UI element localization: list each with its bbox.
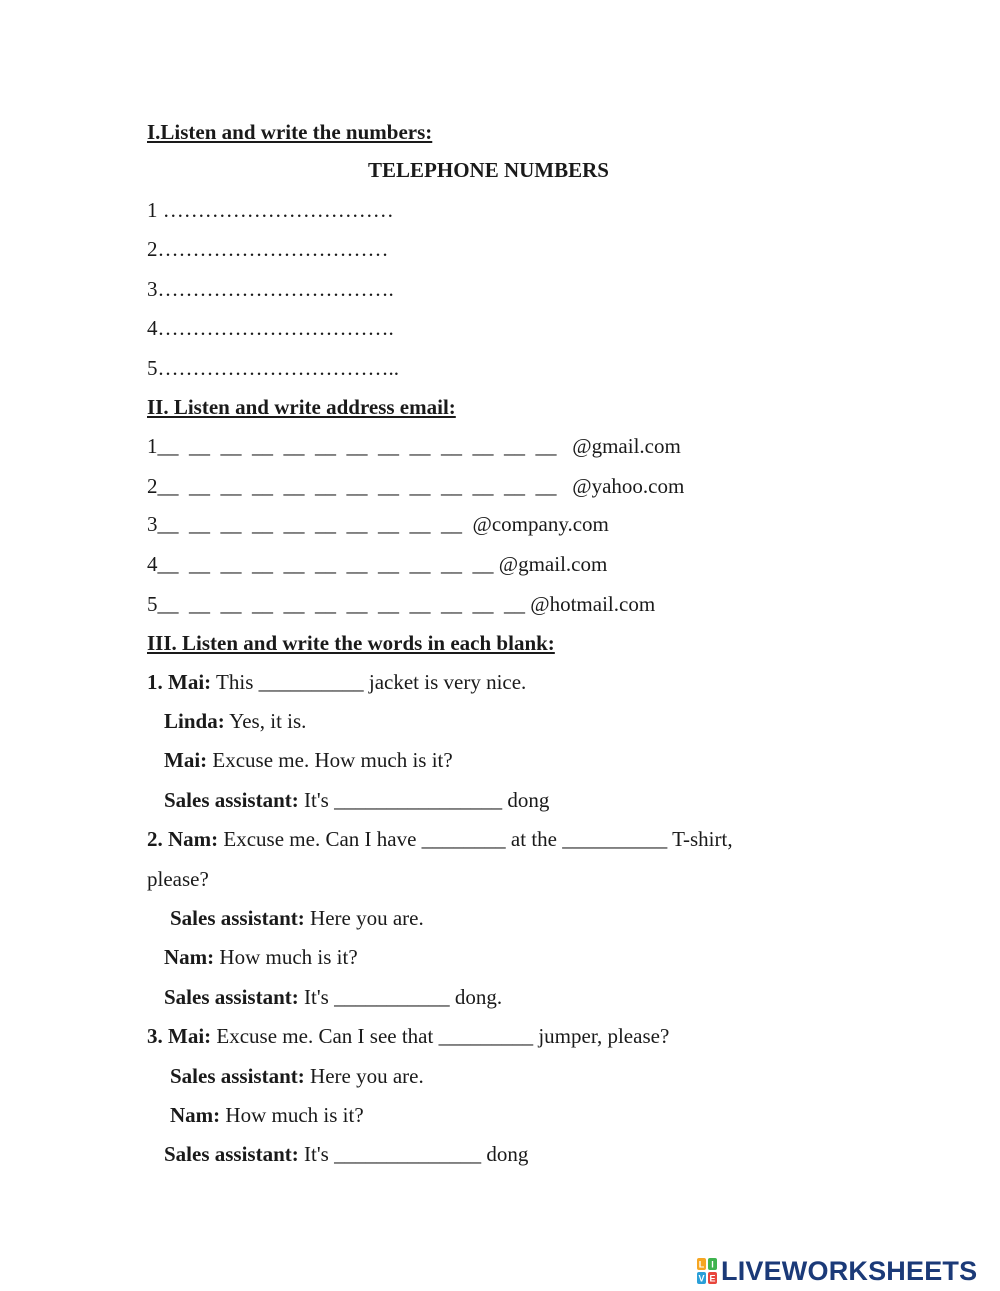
phone-item-2: 2…………………………… — [147, 237, 389, 261]
dialogue-3-line-1 — [147, 1024, 669, 1048]
utterance: Here you are. — [304, 906, 424, 930]
liveworksheets-logo-icon — [696, 1257, 718, 1285]
section-2-heading: II. Listen and write address email: — [147, 395, 456, 419]
section-1-heading: I.Listen and write the numbers: — [147, 120, 433, 144]
email-item-3: 3__ __ __ __ __ __ __ __ __ __ @company.com — [147, 512, 609, 536]
utterance: How much is it? — [220, 1103, 364, 1127]
speaker: Sales assistant: — [164, 985, 299, 1009]
speaker: Sales assistant: — [164, 1142, 299, 1166]
speaker: Linda: — [164, 709, 225, 733]
utterance: Excuse me. Can I have ________ at the __________ T-shirt, — [218, 827, 733, 851]
utterance: Here you are. — [304, 1064, 424, 1088]
utterance: Excuse me. Can I see that _________ jumper, please? — [211, 1024, 670, 1048]
speaker: 3. Mai: — [147, 1024, 212, 1048]
dialogue-3-line-2 — [170, 1064, 424, 1088]
section-3-heading: III. Listen and write the words in each blank: — [147, 631, 555, 655]
speaker: Nam: — [170, 1103, 221, 1127]
dialogue-3-line-3 — [170, 1103, 364, 1127]
email-item-5: 5__ __ __ __ __ __ __ __ __ __ __ __ @hotmail.com — [147, 592, 656, 616]
email-item-2: 2__ __ __ __ __ __ __ __ __ __ __ __ __ @yahoo.com — [147, 474, 685, 498]
dialogue-2-line-5 — [164, 985, 502, 1009]
speaker: Sales assistant: — [170, 906, 305, 930]
dialogue-2-line-2 — [147, 867, 209, 891]
svg-text:E: E — [709, 1273, 716, 1284]
speaker: Nam: — [164, 945, 215, 969]
phone-item-4: 4……………………………. — [147, 316, 394, 340]
dialogue-1-line-4 — [164, 788, 549, 812]
utterance: please? — [147, 867, 209, 891]
dialogue-2-line-4 — [164, 945, 358, 969]
svg-text:I: I — [711, 1259, 714, 1270]
phone-item-3: 3……………………………. — [147, 277, 394, 301]
utterance: It's ______________ dong — [298, 1142, 529, 1166]
brand-name: LIVEWORKSHEETS — [721, 1255, 978, 1286]
dialogue-1-line-3 — [164, 748, 453, 772]
speaker: 2. Nam: — [147, 827, 219, 851]
email-item-1: 1__ __ __ __ __ __ __ __ __ __ __ __ __ @gmail.com — [147, 434, 681, 458]
dialogue-2-line-3 — [170, 906, 424, 930]
utterance: It's ___________ dong. — [298, 985, 503, 1009]
speaker: Sales assistant: — [170, 1064, 305, 1088]
utterance: Excuse me. How much is it? — [207, 748, 453, 772]
dialogue-2-line-1 — [147, 827, 733, 851]
utterance: It's ________________ dong — [298, 788, 550, 812]
dialogue-1-line-2 — [164, 709, 306, 733]
svg-text:V: V — [698, 1273, 705, 1284]
dialogue-1-line-1 — [147, 670, 526, 694]
speaker: 1. Mai: — [147, 670, 212, 694]
speaker: Sales assistant: — [164, 788, 299, 812]
liveworksheets-brand[interactable] — [696, 1256, 977, 1286]
utterance: This __________ jacket is very nice. — [211, 670, 527, 694]
dialogue-3-line-4 — [164, 1142, 528, 1166]
utterance: How much is it? — [214, 945, 358, 969]
telephone-numbers-title: TELEPHONE NUMBERS — [368, 158, 609, 182]
phone-item-1: 1 …………………………… — [147, 198, 394, 222]
speaker: Mai: — [164, 748, 208, 772]
svg-text:L: L — [698, 1259, 705, 1270]
phone-item-5: 5…………………………….. — [147, 356, 399, 380]
email-item-4: 4__ __ __ __ __ __ __ __ __ __ __ @gmail.com — [147, 552, 608, 576]
utterance: Yes, it is. — [224, 709, 307, 733]
